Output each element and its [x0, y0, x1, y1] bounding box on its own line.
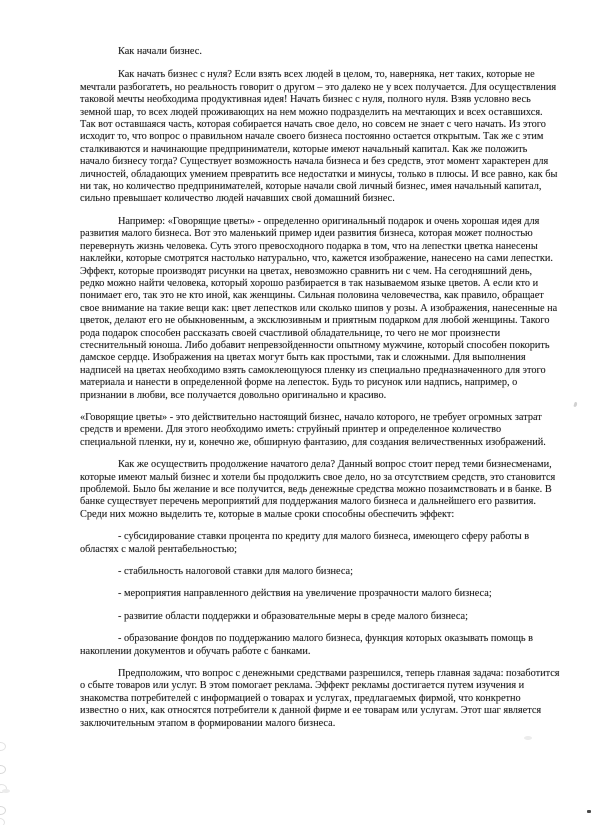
text-line: Как же осуществить продолжение начатого дела? Данный вопрос стоит перед теми бизнесменами, [118, 459, 552, 471]
paragraph [80, 668, 580, 730]
scan-artifact-ring [0, 806, 6, 815]
text-line: редко можно найти человека, который хорошо разбирается в так называемом языке цветов. А если кто и [80, 277, 539, 289]
text-line: дамское сердце. Изображения на цветах могут быть как простыми, так и сложными. Для выполнения [80, 352, 526, 364]
text-line: - субсидирование ставки процента по кредиту для малого бизнеса, имеющего сферу работы в [118, 531, 530, 543]
paragraph [80, 216, 580, 402]
text-line: личностей, обладающих умением превратить все недостатки и минусы, только в плюсы. И все равно, как бы [80, 168, 558, 180]
text-line: известно о них, как относятся потребители к данной фирме и ее товарам или услугам. Этот шаг является [80, 705, 542, 717]
text-line: признании в любви, все получается довольно оригинально и красиво. [80, 389, 387, 401]
text-line: наклейки, которые смотрятся настолько натурально, что, кажется изображение, нанесено на сами лепестки. [80, 253, 554, 265]
text-line: рода подарок способен рассказать своей счастливой обладательнице, то чего не мог произнести [80, 327, 501, 339]
text-line: перевернуть жизнь человека. Суть этого превосходного подарка в том, что на лепестки цветка нанесены [80, 240, 538, 252]
text-line: Среди них можно выделить те, которые в малые сроки способны обеспечить эффект: [80, 508, 455, 520]
text-line: - мероприятия направленного действия на увеличение прозрачности малого бизнеса; [118, 588, 492, 600]
paragraph [80, 611, 580, 623]
scan-artifact-ring [0, 784, 7, 793]
text-line: о сбыте товаров или услуг. В этом помогает реклама. Эффект рекламы достигается путем изучения и [80, 680, 525, 692]
text-line: специальной пленки, ну и, конечно же, обширную фантазию, для создания величественных изображений. [80, 436, 546, 448]
scan-artifact-speck [587, 810, 591, 813]
text-line: накоплении документов и обучать работе с банками. [80, 645, 311, 657]
scan-artifact-ring [0, 742, 6, 751]
text-line: - развитие области поддержки и образовательные меры в среде малого бизнеса; [118, 610, 468, 622]
text-line: начало бизнесу тогда? Существует возможность начала бизнеса и без средств, этот момент характерен для [80, 156, 549, 168]
paragraph [80, 459, 580, 521]
paragraph [80, 69, 580, 205]
text-line: развития малого бизнеса. Вот это маленький пример идеи развития бизнеса, которая может полностью [80, 228, 533, 240]
paragraph [80, 566, 580, 578]
paragraph [80, 633, 580, 658]
text-line: - стабильность налоговой ставки для малого бизнеса; [118, 566, 353, 578]
text-line: средств и времени. Для этого необходимо иметь: струйный принтер и определенное количество [80, 424, 502, 436]
document-content [80, 46, 580, 740]
text-line: Предположим, что вопрос с денежными средствами разрешился, теперь главная задача: позаботится [118, 668, 560, 680]
text-line: цветок, делают его не обыкновенным, а эксклюзивным и приятным подарком для любой женщины. Такого [80, 315, 550, 327]
text-line: таковой мечты необходима продуктивная идея! Начать бизнес с нуля, полного нуля. Взяв условно весь [80, 94, 531, 106]
text-line: мечтали разбогатеть, но реальность говорит о другом – это далеко не у всех получается. Для осуществления [80, 81, 557, 93]
text-line: Например: «Говорящие цветы» - определенно оригинальный подарок и очень хорошая идея для [118, 215, 540, 227]
text-line: сталкиваются и начинающие предприниматели, которые имеют начальный капитал. Как же положить [80, 143, 528, 155]
text-line: надписей на цветах необходимо взять самоклеющуюся пленку из специально предназначенного для этого [80, 364, 546, 376]
text-line: проблемой. Было бы желание и все получится, ведь денежные средства можно позаимствовать и в банке. В [80, 484, 552, 495]
text-line: банке существует перечень мероприятий для поддержания малого бизнеса и дальнейшего его развития. [80, 496, 536, 508]
text-line: областях с малой рентабельностью; [80, 543, 238, 555]
text-line: свое внимание на такие вещи как: цвет лепестков или сколько шипов у розы. А изображения, нанесенные на [80, 302, 558, 314]
text-line: заключительным этапом в формировании малого бизнеса. [80, 717, 336, 729]
text-line: исходит то, что вопрос о правильном начале своего бизнеса постоянно остается открытым. Так же с этим [80, 131, 544, 143]
paragraph [80, 588, 580, 600]
text-line: земной шар, то всех людей проживающих на нем можно подразделить на мечтающих и всех оставшихся. [80, 106, 543, 118]
text-line: материала и нанести в определенной форме на лепесток. Будь то рисунок или надпись, например, о [80, 377, 518, 389]
paragraph [80, 531, 580, 556]
text-line: ни так, но количество предпринимателей, которые начали свой личный бизнес, имея начальный капитал, [80, 181, 542, 193]
document-body [80, 69, 580, 730]
text-line: - образование фондов по поддержанию малого бизнеса, функция которых оказывать помощь в [118, 633, 534, 645]
scan-artifact-smudge [2, 789, 10, 793]
paragraph [80, 412, 580, 449]
text-line: понимает его, так это не кто иной, как женщины. Сильная половина человечества, как правило, обращает [80, 290, 544, 302]
text-line: стеснительный юноша. Либо добавит непревзойденности опытному мужчине, который способен покорить [80, 339, 550, 351]
text-line: «Говорящие цветы» - это действительно настоящий бизнес, начало которого, не требует огромных затрат [80, 411, 542, 423]
text-line: знакомства потребителей с информацией о товарах и услугах, предлагаемых фирмой, что конкретно [80, 692, 521, 704]
text-line: Эффект, которые производят рисунки на цветах, невозможно сравнить ни с чем. На сегодняшний день, [80, 265, 533, 277]
scan-artifact-ring [0, 818, 5, 825]
text-line: которые имеют малый бизнес и хотели бы продолжить свое дело, но за отсутствием средств, это становится [80, 471, 556, 483]
document-title: Как начали бизнес. [118, 46, 202, 57]
text-line: Так вот оставшаяся часть, которая собирается начать свое дело, но совсем не знает с чего начать. Из этого [80, 119, 546, 131]
scan-artifact-ring [0, 765, 6, 774]
text-line: сильно превышает количество людей начавших свой домашний бизнес. [80, 193, 395, 205]
text-line: Как начать бизнес с нуля? Если взять всех людей в целом, то, наверняка, нет таких, которые не [118, 69, 535, 81]
